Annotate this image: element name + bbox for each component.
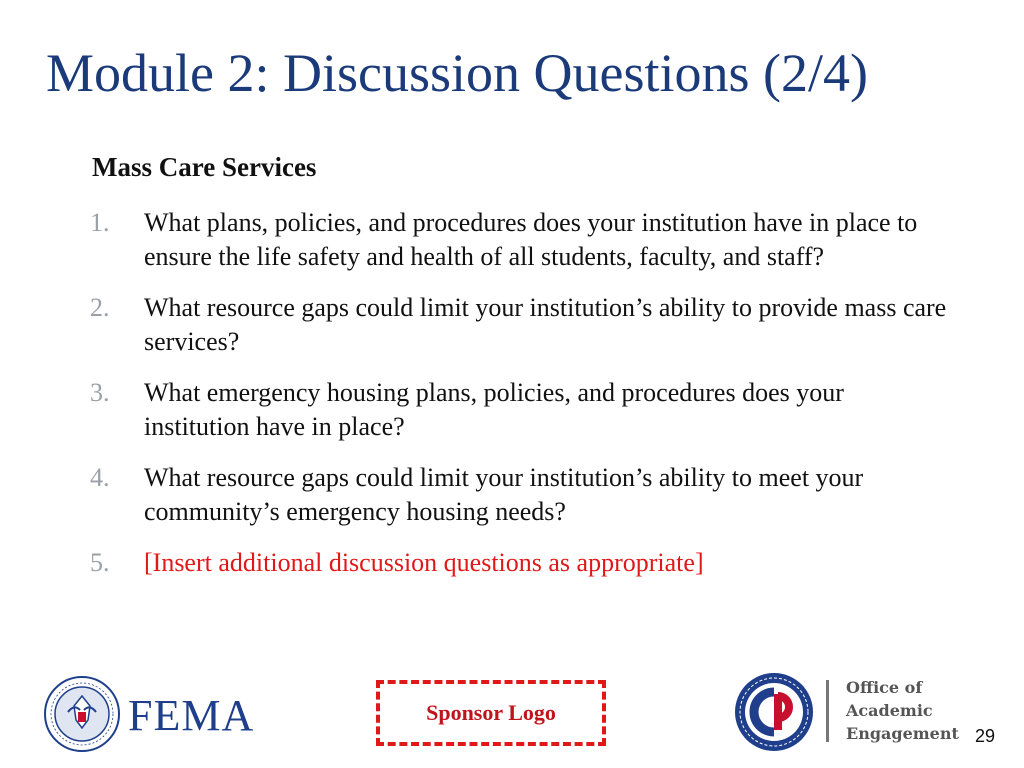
question-text: What emergency housing plans, policies, and procedures does your institution have in place? [144, 378, 844, 441]
placeholder-question-text: [Insert additional discussion questions as appropriate] [144, 548, 704, 577]
slide-title: Module 2: Discussion Questions (2/4) [46, 43, 868, 103]
question-text: What plans, policies, and procedures does your institution have in place to ensure the life safety and health of all students, faculty, and staff? [144, 208, 918, 271]
list-item [90, 461, 950, 529]
question-text: What resource gaps could limit your institution’s ability to provide mass care services? [144, 293, 947, 356]
question-list [90, 206, 950, 597]
section-heading: Mass Care Services [92, 152, 317, 182]
crp-seal-icon [734, 672, 814, 752]
office-line: Engagement [846, 724, 959, 743]
logo-divider [826, 680, 829, 742]
list-number: 3. [90, 378, 110, 407]
sponsor-logo-placeholder [376, 680, 606, 746]
office-line: Academic [846, 701, 933, 720]
list-number: 1. [90, 208, 110, 237]
list-item [90, 546, 950, 580]
list-number: 5. [90, 548, 110, 577]
office-of-academic-engagement-label [846, 676, 959, 745]
list-item [90, 206, 950, 274]
list-number: 2. [90, 293, 110, 322]
list-item [90, 376, 950, 444]
fema-wordmark: FEMA [128, 691, 255, 740]
sponsor-logo-label: Sponsor Logo [426, 700, 556, 725]
office-line: Office of [846, 678, 923, 697]
list-item [90, 291, 950, 359]
list-number: 4. [90, 463, 110, 492]
question-text: What resource gaps could limit your institution’s ability to meet your community’s emergency housing needs? [144, 463, 864, 526]
page-number: 29 [975, 726, 996, 746]
dhs-seal-icon [44, 676, 120, 752]
